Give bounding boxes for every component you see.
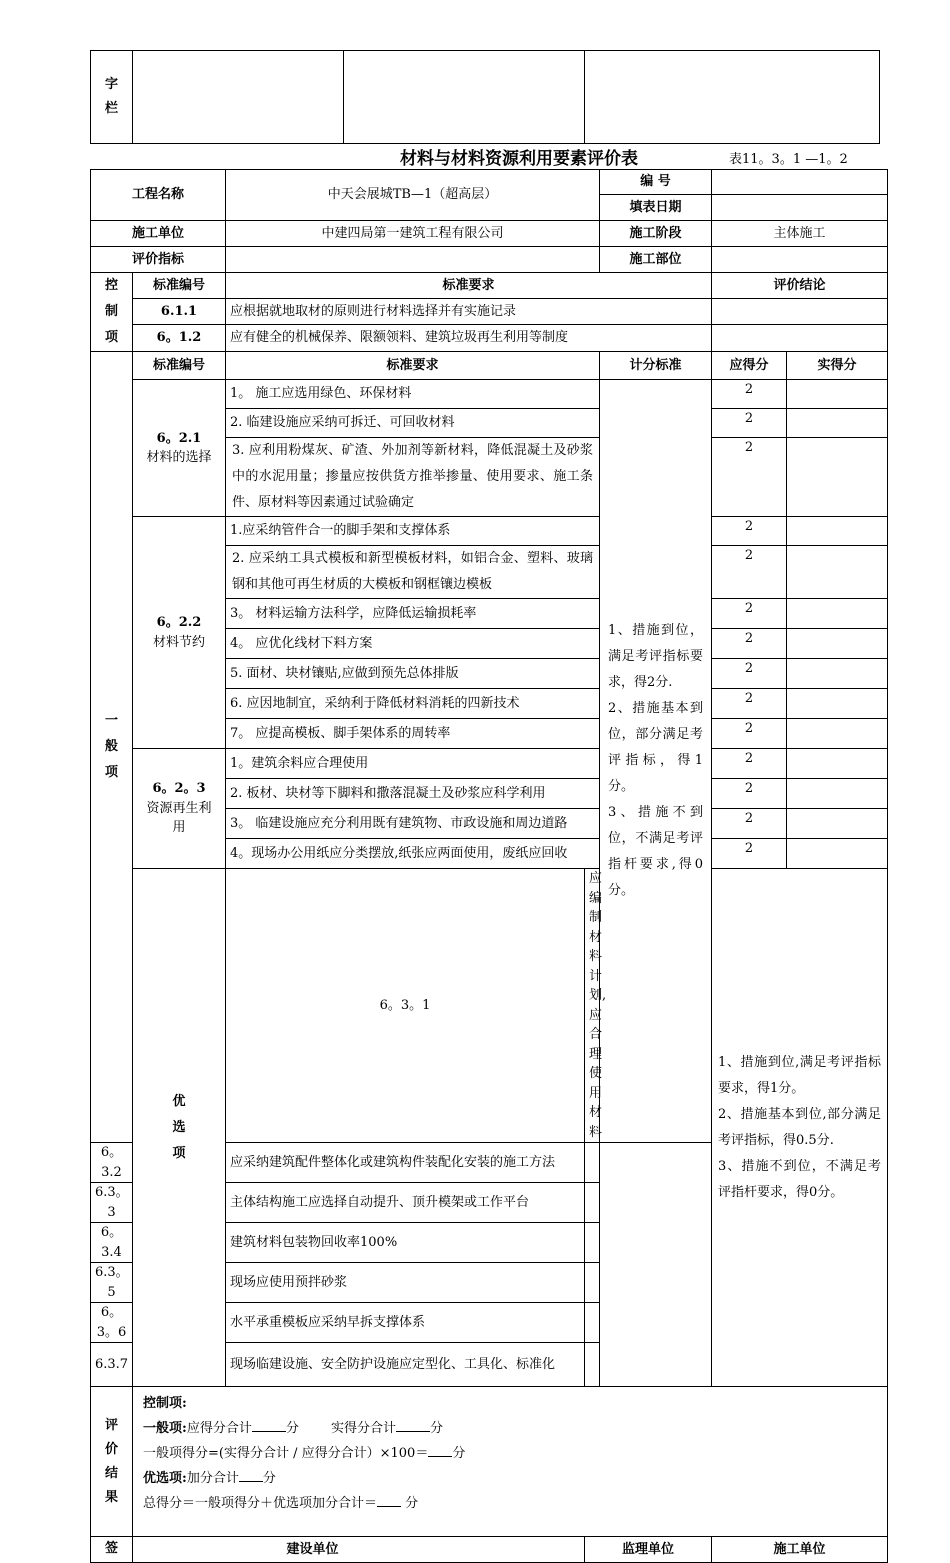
due-score: 2 (712, 659, 787, 689)
bonus-total-blank[interactable] (239, 1469, 263, 1482)
general-req: 6. 应因地制宜，采纳利于降低材料消耗的四新技术 (226, 689, 600, 719)
project-name-value[interactable]: 中天会展城TB—1（超高层） (226, 170, 600, 221)
general-col-due: 应得分 (712, 352, 787, 380)
due-score: 2 (712, 438, 787, 517)
general-req: 2. 临建设施应采纳可拆迁、可回收材料 (226, 409, 600, 438)
group-cell (133, 749, 226, 869)
actual-score[interactable] (787, 659, 888, 689)
general-score-blank[interactable] (428, 1444, 452, 1457)
optional-code: 6。3。1 (226, 869, 585, 1143)
control-req: 应根据就地取材的原则进行材料选择并有实施记录 (226, 299, 712, 325)
optional-code: 6.3。3 (91, 1183, 133, 1223)
optional-req: 现场应使用预拌砂浆 (226, 1263, 585, 1303)
general-req: 5. 面材、块材镶贴,应做到预先总体排版 (226, 659, 600, 689)
optional-req: 水平承重模板应采纳早拆支撑体系 (226, 1303, 585, 1343)
actual-score[interactable] (787, 749, 888, 779)
optional-req: 应采纳建筑配件整体化或建筑构件装配化安装的施工方法 (226, 1143, 585, 1183)
result-section-label: 评 价 结 果 (91, 1387, 133, 1537)
general-req: 3。 临建设施应充分利用既有建筑物、市政设施和周边道路 (226, 809, 600, 839)
general-req: 3. 应利用粉煤灰、矿渣、外加剂等新材料，降低混凝土及砂浆中的水泥用量；掺量应按供货方推举掺量、使用要求、施工条件、原材料等因素通过试验确定 (226, 438, 600, 517)
actual-score[interactable] (787, 719, 888, 749)
result-cell (133, 1387, 888, 1537)
group-name: 材料节约 (153, 634, 206, 650)
optional-score[interactable] (585, 1183, 600, 1223)
general-req: 1。 施工应选用绿色、环保材料 (226, 380, 600, 409)
sign-constructor-label: 施工单位 (712, 1537, 888, 1563)
optional-code: 6。3.4 (91, 1223, 133, 1263)
actual-total-label: 实得分合计 (330, 1421, 396, 1436)
general-col-req: 标准要求 (226, 352, 600, 380)
location-label: 施工部位 (600, 247, 712, 273)
sign-owner-label: 建设单位 (133, 1537, 585, 1563)
general-req: 2. 应采纳工具式模板和新型模板材料，如铝合金、塑料、玻璃钢和其他可再生材质的大模板和钢框镶边模板 (226, 546, 600, 599)
optional-req: 应编制材料计划,应合理使用材料 (585, 869, 600, 1143)
due-total-label: 应得分合计 (186, 1421, 252, 1436)
due-score: 2 (712, 779, 787, 809)
general-req: 1。建筑余料应合理使用 (226, 749, 600, 779)
group-code: 6。2。3 (152, 781, 206, 797)
due-score: 2 (712, 719, 787, 749)
control-section-label: 控 制 项 (91, 273, 133, 352)
general-req: 4。现场办公用纸应分类摆放,纸张应两面使用，废纸应回收 (226, 839, 600, 869)
optional-code: 6.3。5 (91, 1263, 133, 1303)
control-conclusion[interactable] (712, 299, 888, 325)
project-name-label: 工程名称 (91, 170, 226, 221)
actual-score[interactable] (787, 779, 888, 809)
due-score: 2 (712, 599, 787, 629)
page-title: 材料与材料资源利用要素评价表 (400, 149, 638, 169)
stage-value[interactable]: 主体施工 (712, 221, 888, 247)
bonus-total-label: 加分合计 (186, 1471, 239, 1486)
group-name: 资源再生利用 (146, 800, 212, 836)
optional-score[interactable] (585, 1343, 600, 1387)
table-code: 表11。3。1 —1。2 (729, 152, 848, 167)
due-total-blank[interactable] (252, 1419, 286, 1432)
control-conclusion[interactable] (712, 325, 888, 352)
sign-cell-supervisor[interactable] (344, 51, 585, 144)
group-name: 材料的选择 (146, 450, 212, 465)
general-req: 3。 材料运输方法科学，应降低运输损耗率 (226, 599, 600, 629)
general-formula: 一般项得分=(实得分合计 / 应得分合计）×100＝ (143, 1446, 429, 1461)
actual-score[interactable] (787, 438, 888, 517)
optional-req: 主体结构施工应选择自动提升、顶升模架或工作平台 (226, 1183, 585, 1223)
total-score-blank[interactable] (377, 1494, 401, 1507)
actual-score[interactable] (787, 380, 888, 409)
result-optional-label: 优选项: (143, 1471, 187, 1486)
unit: 分 (430, 1421, 444, 1436)
contractor-label: 施工单位 (91, 221, 226, 247)
general-req: 4。 应优化线材下料方案 (226, 629, 600, 659)
general-req: 2. 板材、块材等下脚料和撒落混凝土及砂浆应科学利用 (226, 779, 600, 809)
total-formula: 总得分＝一般项得分＋优选项加分合计＝ (143, 1496, 378, 1511)
stage-label: 施工阶段 (600, 221, 712, 247)
group-cell (133, 517, 226, 749)
actual-score[interactable] (787, 546, 888, 599)
due-score: 2 (712, 517, 787, 546)
general-col-scoring: 计分标准 (600, 352, 712, 380)
optional-code: 6。3。6 (91, 1303, 133, 1343)
index-label: 评价指标 (91, 247, 226, 273)
top-section-label: 字 栏 (91, 51, 133, 144)
actual-score[interactable] (787, 517, 888, 546)
actual-total-blank[interactable] (396, 1419, 430, 1432)
group-cell (133, 380, 226, 517)
signature-fragment-table (90, 50, 880, 144)
result-general-label: 一般项: (143, 1421, 187, 1436)
general-scoring-standard: 1、措施到位，满足考评指标要求，得2分. 2、措施基本到位，部分满足考评指标，得1分。 3、措施不到位，不满足考评指杆要求,得0分。 (600, 380, 712, 1143)
due-score: 2 (712, 749, 787, 779)
due-score: 2 (712, 809, 787, 839)
sign-supervisor-label: 监理单位 (585, 1537, 712, 1563)
unit: 分 (452, 1446, 466, 1461)
due-score: 2 (712, 380, 787, 409)
due-score: 2 (712, 409, 787, 438)
result-control-label: 控制项: (143, 1396, 187, 1411)
general-req: 7。 应提高模板、脚手架体系的周转率 (226, 719, 600, 749)
sign-cell-constructor[interactable] (585, 51, 880, 144)
control-col-conclusion: 评价结论 (712, 273, 888, 299)
contractor-value[interactable]: 中建四局第一建筑工程有限公司 (226, 221, 600, 247)
actual-score[interactable] (787, 809, 888, 839)
control-code: 6。1.2 (133, 325, 226, 352)
location-value[interactable] (712, 247, 888, 273)
due-score: 2 (712, 839, 787, 869)
optional-scoring-standard: 1、措施到位,满足考评指标要求，得1分。 2、措施基本到位,部分满足考评指标，得0.5分. 3、措施不到位，不满足考评指杆要求，得0分。 (712, 869, 888, 1387)
optional-score[interactable] (585, 1143, 600, 1183)
general-section-label: 一 般 项 (91, 352, 133, 1143)
general-req: 1.应采纳管件合一的脚手架和支撑体系 (226, 517, 600, 546)
unit: 分 (262, 1471, 276, 1486)
actual-score[interactable] (787, 629, 888, 659)
group-code: 6。2.2 (156, 615, 202, 630)
actual-score[interactable] (787, 599, 888, 629)
group-code: 6。2.1 (156, 430, 202, 446)
index-value[interactable] (226, 247, 600, 273)
fill-date-value[interactable] (712, 195, 888, 221)
control-col-req: 标准要求 (226, 273, 712, 299)
optional-req: 建筑材料包装物回收率100% (226, 1223, 585, 1263)
control-req: 应有健全的机械保养、限额领料、建筑垃圾再生利用等制度 (226, 325, 712, 352)
optional-score[interactable] (585, 1303, 600, 1343)
optional-code: 6.3.7 (91, 1343, 133, 1387)
optional-code: 6。3.2 (91, 1143, 133, 1183)
actual-score[interactable] (787, 409, 888, 438)
fill-date-label: 填表日期 (600, 195, 712, 221)
sign-cell-owner[interactable] (133, 51, 344, 144)
number-label: 编 号 (600, 170, 712, 195)
due-score: 2 (712, 629, 787, 659)
unit: 分 (405, 1496, 419, 1511)
control-code: 6.1.1 (133, 299, 226, 325)
optional-score[interactable] (585, 1263, 600, 1303)
due-score: 2 (712, 689, 787, 719)
evaluation-table (90, 169, 888, 1563)
actual-score[interactable] (787, 839, 888, 869)
unit: 分 (285, 1421, 299, 1436)
general-col-actual: 实得分 (787, 352, 888, 380)
actual-score[interactable] (787, 689, 888, 719)
sign-section-label: 签 (91, 1537, 133, 1563)
number-value[interactable] (712, 170, 888, 195)
optional-req: 现场临建设施、安全防护设施应定型化、工具化、标准化 (226, 1343, 585, 1387)
general-col-code: 标准编号 (133, 352, 226, 380)
optional-section-label: 优 选 项 (133, 869, 226, 1387)
optional-score[interactable] (585, 1223, 600, 1263)
control-col-code: 标准编号 (133, 273, 226, 299)
due-score: 2 (712, 546, 787, 599)
